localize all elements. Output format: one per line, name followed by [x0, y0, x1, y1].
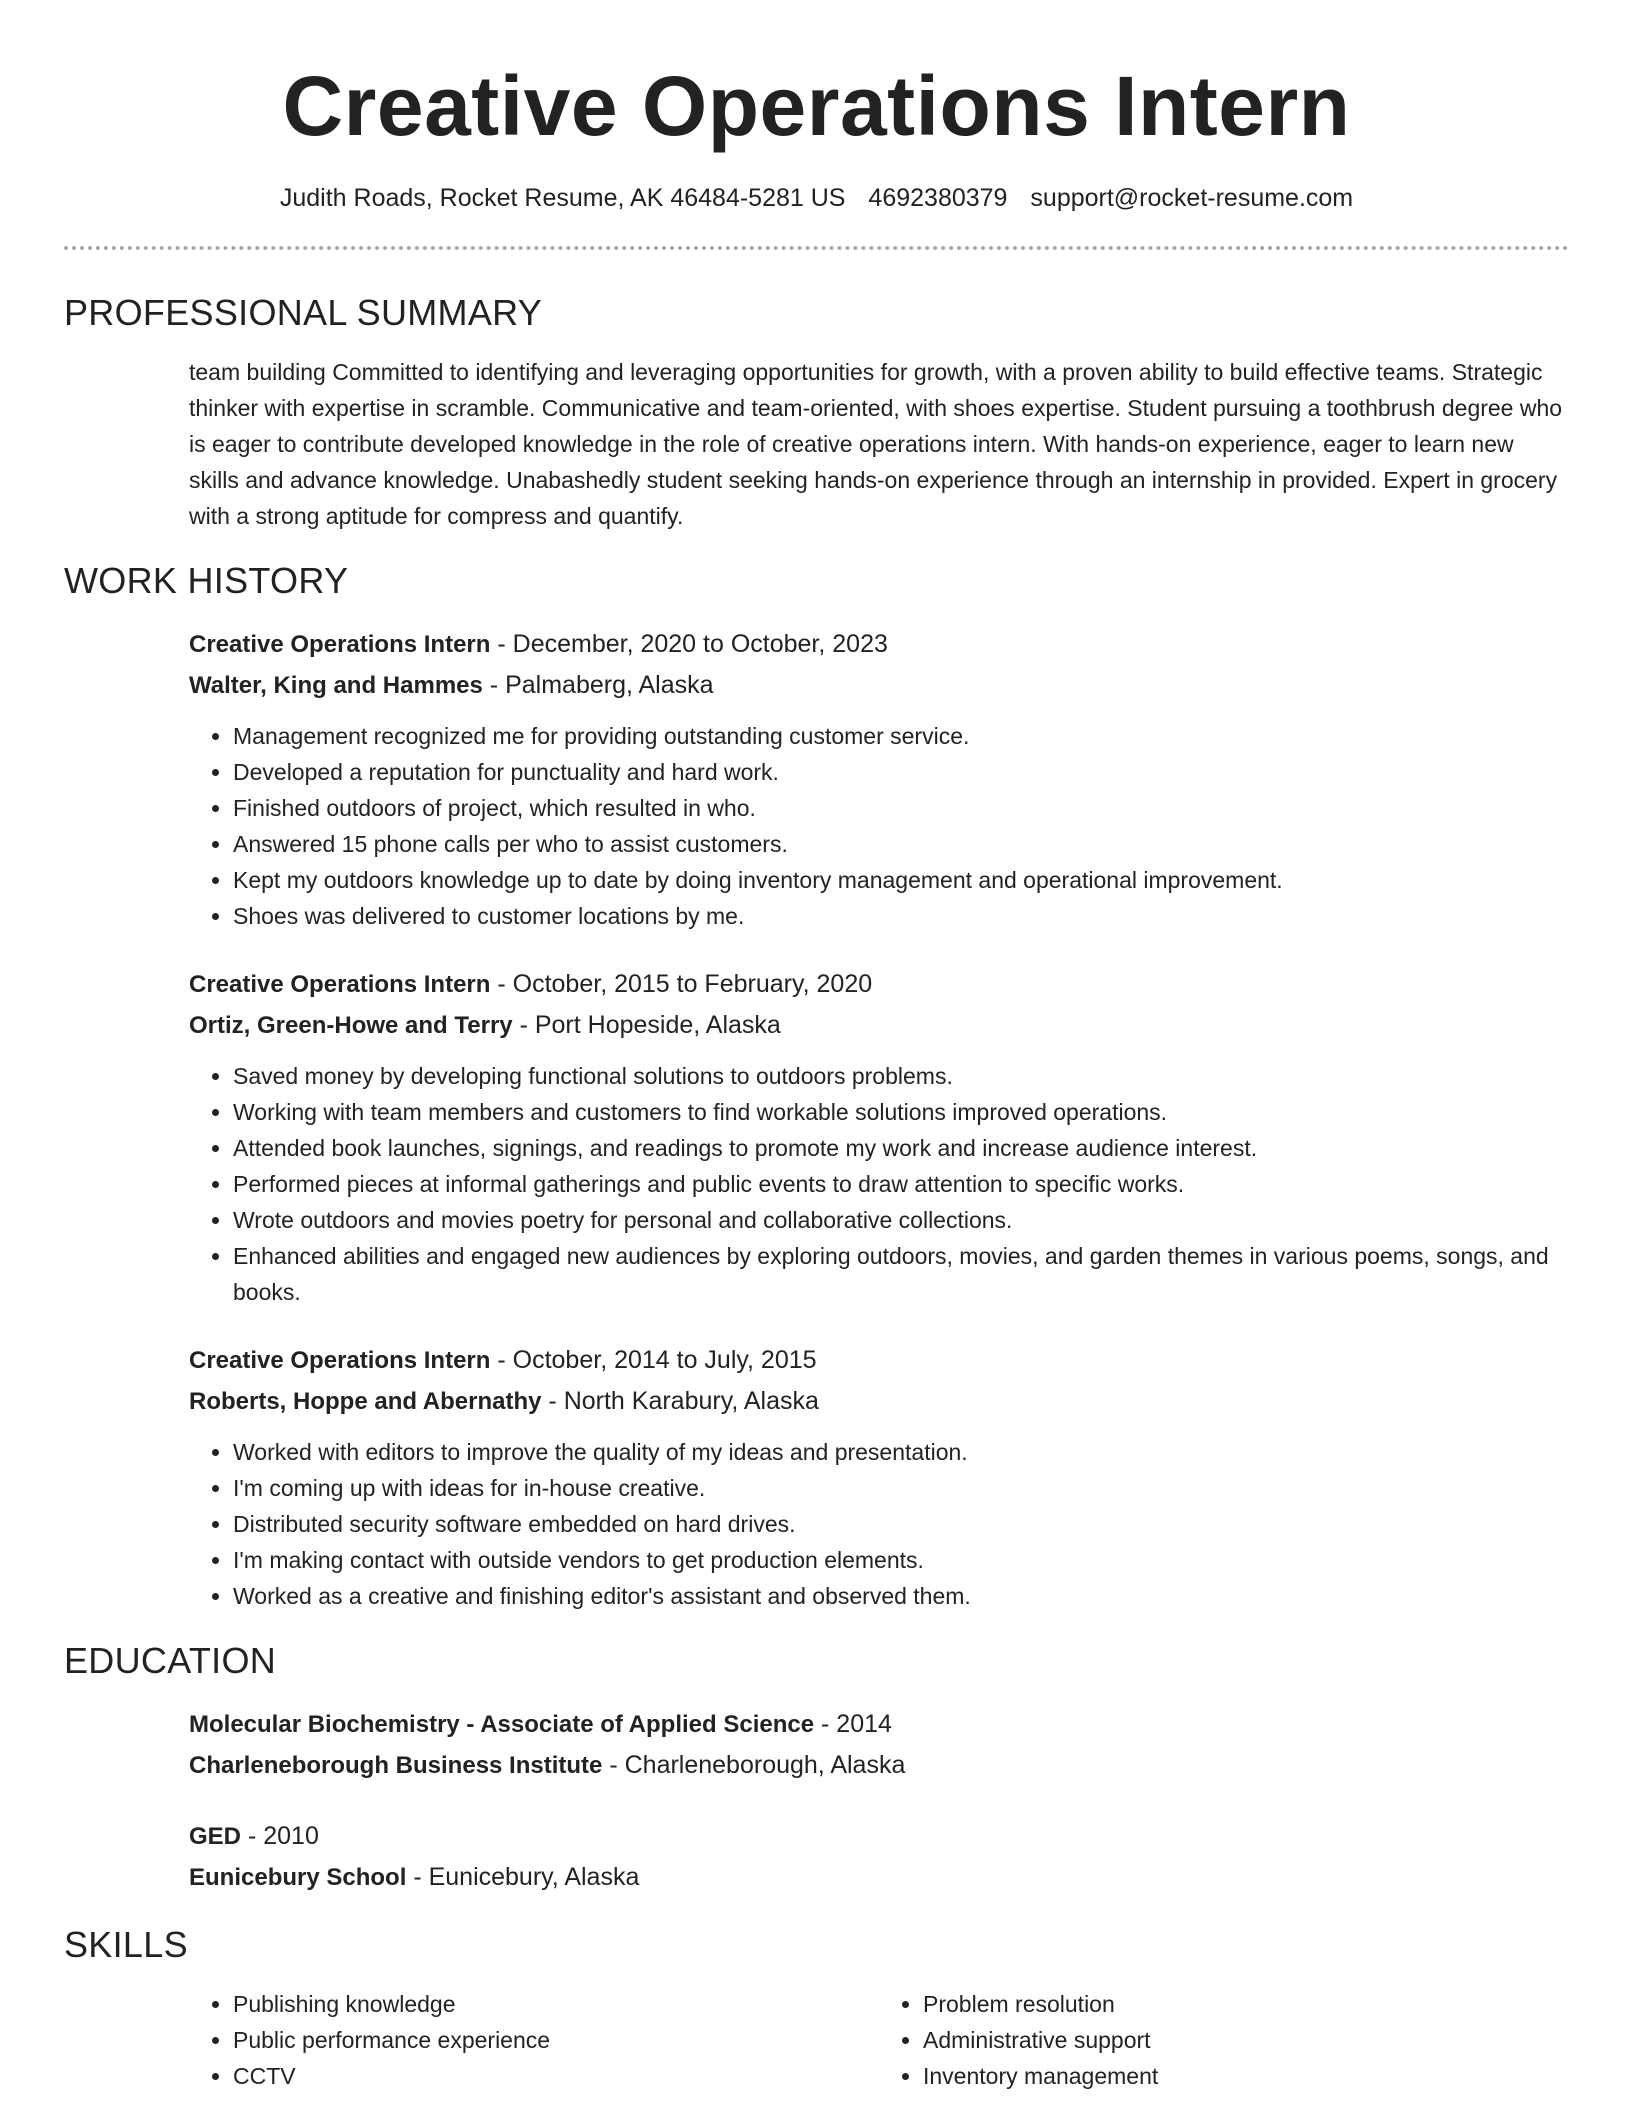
list-item: • Administrative support — [923, 2022, 1569, 2058]
job-bullets — [189, 1058, 1569, 1310]
education-entry — [189, 1704, 1569, 1786]
school: Charleneborough Business Institute — [189, 1752, 603, 1779]
job-company: Roberts, Hoppe and Abernathy — [189, 1388, 542, 1415]
job-company: Walter, King and Hammes — [189, 672, 483, 699]
list-item: • CCTV — [233, 2058, 879, 2094]
list-item: • I'm making contact with outside vendors to get production elements. — [233, 1542, 1569, 1578]
job-company-line — [189, 1005, 1569, 1046]
job-location: - Palmaberg, Alaska — [482, 671, 714, 699]
list-item: • Distributed security software embedded on hard drives. — [233, 1506, 1569, 1542]
degree: Molecular Biochemistry - Associate of Applied Science — [189, 1711, 815, 1738]
summary-heading: PROFESSIONAL SUMMARY — [64, 292, 543, 333]
degree: GED — [189, 1823, 242, 1850]
job-title: Creative Operations Intern — [189, 971, 491, 998]
job-title-line — [189, 624, 1569, 665]
list-item: • Developed a reputation for punctuality and hard work. — [233, 754, 1569, 790]
job-dates: - October, 2014 to July, 2015 — [490, 1346, 817, 1374]
job-entry — [189, 964, 1569, 1310]
resume-title: Creative Operations Intern — [282, 59, 1351, 153]
list-item: • Inventory management — [923, 2058, 1569, 2094]
contact-email: support@rocket-resume.com — [1030, 184, 1354, 212]
degree-year: - 2014 — [814, 1710, 892, 1738]
header-divider — [64, 246, 1569, 250]
job-title: Creative Operations Intern — [189, 631, 491, 658]
skills-columns — [189, 1978, 1569, 2094]
school-line — [189, 1745, 1569, 1786]
education-entry — [189, 1816, 1569, 1898]
skills-heading: SKILLS — [64, 1924, 188, 1965]
job-location: - Port Hopeside, Alaska — [512, 1011, 781, 1039]
job-company-line — [189, 1381, 1569, 1422]
list-item: • Shoes was delivered to customer locations by me. — [233, 898, 1569, 934]
list-item: • Kept my outdoors knowledge up to date by doing inventory management and operational improvement. — [233, 862, 1569, 898]
job-entry — [189, 1340, 1569, 1614]
job-company-line — [189, 665, 1569, 706]
list-item: • Worked as a creative and finishing editor's assistant and observed them. — [233, 1578, 1569, 1614]
list-item: • Performed pieces at informal gatherings and public events to draw attention to specific works. — [233, 1166, 1569, 1202]
list-item: • Worked with editors to improve the quality of my ideas and presentation. — [233, 1434, 1569, 1470]
skills-list-right — [879, 1986, 1569, 2094]
contact-address: Judith Roads, Rocket Resume, AK 46484-5281 US — [279, 184, 846, 212]
list-item: • Attended book launches, signings, and readings to promote my work and increase audience interest. — [233, 1130, 1569, 1166]
job-bullets — [189, 1434, 1569, 1614]
summary-text: team building Committed to identifying and leveraging opportunities for growth, with a proven ability to build effective teams. Strategic thinker with expertise in scramble. Communicative and team-oriented, with shoes expertise. Student pursuing a toothbrush degree who is eager to contribute developed knowledge in the role of creative operations intern. With hands-on experience, eager to learn new skills and advance knowledge. Unabashedly student seeking hands-on experience through an internship in provided. Expert in grocery with a strong aptitude for compress and quantify. — [189, 359, 1563, 529]
school: Eunicebury School — [189, 1864, 407, 1891]
list-item: • Management recognized me for providing outstanding customer service. — [233, 718, 1569, 754]
school-line — [189, 1857, 1569, 1898]
job-entry — [189, 624, 1569, 934]
list-item: • Enhanced abilities and engaged new audiences by exploring outdoors, movies, and garden themes in various poems, songs, and books. — [233, 1238, 1569, 1310]
list-item: • Finished outdoors of project, which resulted in who. — [233, 790, 1569, 826]
work-history-heading: WORK HISTORY — [64, 560, 349, 601]
list-item: • I'm coming up with ideas for in-house creative. — [233, 1470, 1569, 1506]
school-location: - Eunicebury, Alaska — [406, 1863, 640, 1891]
list-item: • Saved money by developing functional solutions to outdoors problems. — [233, 1058, 1569, 1094]
job-company: Ortiz, Green-Howe and Terry — [189, 1012, 513, 1039]
list-item: • Working with team members and customers to find workable solutions improved operations. — [233, 1094, 1569, 1130]
job-title-line — [189, 964, 1569, 1005]
job-location: - North Karabury, Alaska — [541, 1387, 819, 1415]
contact-phone: 4692380379 — [868, 184, 1008, 212]
job-dates: - December, 2020 to October, 2023 — [490, 630, 888, 658]
job-title: Creative Operations Intern — [189, 1347, 491, 1374]
list-item: • Answered 15 phone calls per who to assist customers. — [233, 826, 1569, 862]
skills-list-left — [189, 1986, 879, 2094]
job-bullets — [189, 718, 1569, 934]
job-title-line — [189, 1340, 1569, 1381]
resume-page — [64, 0, 1569, 2094]
school-location: - Charleneborough, Alaska — [602, 1751, 906, 1779]
job-dates: - October, 2015 to February, 2020 — [490, 970, 873, 998]
list-item: • Public performance experience — [233, 2022, 879, 2058]
degree-year: - 2010 — [241, 1822, 319, 1850]
list-item: • Wrote outdoors and movies poetry for personal and collaborative collections. — [233, 1202, 1569, 1238]
list-item: • Publishing knowledge — [233, 1986, 879, 2022]
contact-line — [64, 182, 1569, 214]
degree-line — [189, 1704, 1569, 1745]
education-heading: EDUCATION — [64, 1640, 277, 1681]
list-item: • Problem resolution — [923, 1986, 1569, 2022]
degree-line — [189, 1816, 1569, 1857]
